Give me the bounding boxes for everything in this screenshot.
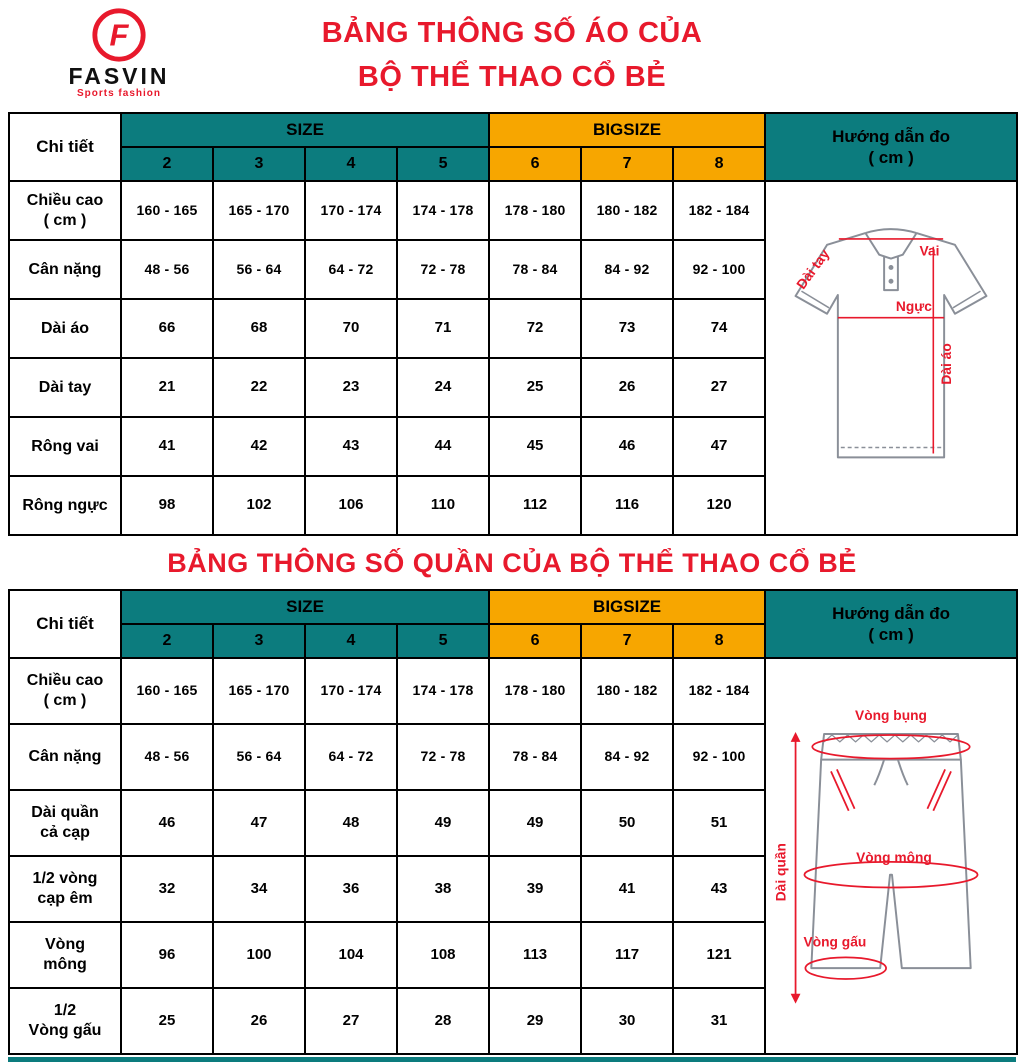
row-label: Vòng mông (9, 922, 121, 988)
shirt-guide-header-line1: Hướng dẫn đo (832, 126, 951, 146)
value-cell: 30 (581, 988, 673, 1054)
value-cell: 28 (397, 988, 489, 1054)
value-cell: 178 - 180 (489, 181, 581, 240)
value-cell: 110 (397, 476, 489, 535)
value-cell: 34 (213, 856, 305, 922)
value-cell: 72 - 78 (397, 240, 489, 299)
shirt-sleeve-label: Dài tay (793, 246, 833, 292)
value-cell: 48 - 56 (121, 240, 213, 299)
value-cell: 26 (581, 358, 673, 417)
bigsize-col-header: 7 (581, 624, 673, 658)
bigsize-col-header: 6 (489, 624, 581, 658)
value-cell: 49 (489, 790, 581, 856)
page-title-line2: BỘ THỂ THAO CỔ BẺ (357, 60, 667, 93)
value-cell: 23 (305, 358, 397, 417)
value-cell: 182 - 184 (673, 181, 765, 240)
value-cell: 104 (305, 922, 397, 988)
value-cell: 170 - 174 (305, 658, 397, 724)
value-cell: 22 (213, 358, 305, 417)
pants-guide-header-line2: ( cm ) (868, 625, 914, 644)
value-cell: 66 (121, 299, 213, 358)
value-cell: 43 (673, 856, 765, 922)
value-cell: 74 (673, 299, 765, 358)
value-cell: 72 - 78 (397, 724, 489, 790)
value-cell: 165 - 170 (213, 181, 305, 240)
pants-guide-header-line1: Hướng dẫn đo (832, 603, 951, 623)
row-label: Cân nặng (9, 240, 121, 299)
value-cell: 48 (305, 790, 397, 856)
value-cell: 26 (213, 988, 305, 1054)
polo-shirt-diagram (768, 193, 1014, 523)
value-cell: 165 - 170 (213, 658, 305, 724)
brand-tagline: Sports fashion (76, 88, 161, 100)
value-cell: 46 (581, 417, 673, 476)
page (8, 0, 1016, 1062)
value-cell: 47 (213, 790, 305, 856)
shirt-length-label: Dài áo (939, 343, 955, 385)
value-cell: 180 - 182 (581, 658, 673, 724)
value-cell: 174 - 178 (397, 181, 489, 240)
row-label: Cân nặng (9, 724, 121, 790)
pants-length-label: Dài quần (773, 843, 789, 902)
value-cell: 45 (489, 417, 581, 476)
value-cell: 27 (305, 988, 397, 1054)
row-label: Rông ngực (9, 476, 121, 535)
value-cell: 51 (673, 790, 765, 856)
value-cell: 49 (397, 790, 489, 856)
shirt-detail-header: Chi tiết (9, 113, 121, 181)
row-label: Dài quần cả cạp (9, 790, 121, 856)
pants-guide-header (765, 590, 1017, 658)
value-cell: 112 (489, 476, 581, 535)
size-col-header: 5 (397, 624, 489, 658)
row-label: Dài áo (9, 299, 121, 358)
bigsize-col-header: 8 (673, 147, 765, 181)
brand-logo (54, 6, 184, 99)
row-label: 1/2 vòng cạp êm (9, 856, 121, 922)
pants-bigsize-header: BIGSIZE (489, 590, 765, 624)
value-cell: 21 (121, 358, 213, 417)
size-col-header: 4 (305, 624, 397, 658)
value-cell: 29 (489, 988, 581, 1054)
value-cell: 92 - 100 (673, 724, 765, 790)
value-cell: 98 (121, 476, 213, 535)
shirt-spec-table (8, 112, 1018, 536)
value-cell: 24 (397, 358, 489, 417)
brand-name: FASVIN (68, 63, 170, 89)
value-cell: 32 (121, 856, 213, 922)
value-cell: 160 - 165 (121, 181, 213, 240)
row-label: 1/2 Vòng gấu (9, 988, 121, 1054)
size-col-header: 2 (121, 147, 213, 181)
value-cell: 25 (489, 358, 581, 417)
shirt-shoulder-label: Vai (919, 243, 940, 259)
value-cell: 180 - 182 (581, 181, 673, 240)
value-cell: 182 - 184 (673, 658, 765, 724)
value-cell: 41 (581, 856, 673, 922)
value-cell: 27 (673, 358, 765, 417)
value-cell: 84 - 92 (581, 724, 673, 790)
footer-accent-bar (8, 1057, 1016, 1062)
value-cell: 174 - 178 (397, 658, 489, 724)
bigsize-col-header: 7 (581, 147, 673, 181)
row-label: Chiều cao ( cm ) (9, 181, 121, 240)
value-cell: 116 (581, 476, 673, 535)
size-col-header: 2 (121, 624, 213, 658)
value-cell: 178 - 180 (489, 658, 581, 724)
value-cell: 160 - 165 (121, 658, 213, 724)
pants-size-header: SIZE (121, 590, 489, 624)
pants-detail-header: Chi tiết (9, 590, 121, 658)
shorts-diagram (768, 673, 1014, 1039)
value-cell: 170 - 174 (305, 181, 397, 240)
value-cell: 38 (397, 856, 489, 922)
value-cell: 100 (213, 922, 305, 988)
value-cell: 25 (121, 988, 213, 1054)
brand-logo-icon (90, 6, 148, 64)
value-cell: 70 (305, 299, 397, 358)
size-col-header: 3 (213, 147, 305, 181)
value-cell: 73 (581, 299, 673, 358)
value-cell: 48 - 56 (121, 724, 213, 790)
value-cell: 96 (121, 922, 213, 988)
value-cell: 71 (397, 299, 489, 358)
shirt-bigsize-header: BIGSIZE (489, 113, 765, 147)
value-cell: 39 (489, 856, 581, 922)
size-col-header: 4 (305, 147, 397, 181)
pants-waist-label: Vòng bụng (855, 708, 928, 724)
value-cell: 106 (305, 476, 397, 535)
page-title-line1: BẢNG THÔNG SỐ ÁO CỦA (321, 17, 703, 49)
value-cell: 108 (397, 922, 489, 988)
row-label: Dài tay (9, 358, 121, 417)
value-cell: 42 (213, 417, 305, 476)
value-cell: 56 - 64 (213, 724, 305, 790)
value-cell: 120 (673, 476, 765, 535)
value-cell: 121 (673, 922, 765, 988)
shirt-guide-header (765, 113, 1017, 181)
pants-spec-table (8, 589, 1018, 1055)
row-label: Chiều cao ( cm ) (9, 658, 121, 724)
shirt-guide-header-line2: ( cm ) (868, 148, 914, 167)
value-cell: 50 (581, 790, 673, 856)
value-cell: 78 - 84 (489, 724, 581, 790)
pants-measure-diagram (765, 658, 1017, 1054)
value-cell: 72 (489, 299, 581, 358)
value-cell: 46 (121, 790, 213, 856)
value-cell: 113 (489, 922, 581, 988)
page-header (8, 6, 1016, 112)
pants-hip-label: Vòng mông (856, 849, 932, 865)
size-col-header: 3 (213, 624, 305, 658)
shirt-chest-label: Ngực (895, 298, 932, 314)
pants-hem-label: Vòng gấu (803, 934, 867, 950)
value-cell: 43 (305, 417, 397, 476)
value-cell: 56 - 64 (213, 240, 305, 299)
shirt-measure-diagram (765, 181, 1017, 535)
value-cell: 84 - 92 (581, 240, 673, 299)
value-cell: 47 (673, 417, 765, 476)
bigsize-col-header: 8 (673, 624, 765, 658)
value-cell: 78 - 84 (489, 240, 581, 299)
value-cell: 102 (213, 476, 305, 535)
value-cell: 31 (673, 988, 765, 1054)
value-cell: 92 - 100 (673, 240, 765, 299)
svg-text:F: F (109, 17, 129, 53)
value-cell: 68 (213, 299, 305, 358)
value-cell: 36 (305, 856, 397, 922)
shirt-size-header: SIZE (121, 113, 489, 147)
pants-table-title: BẢNG THÔNG SỐ QUẦN CỦA BỘ THỂ THAO CỔ BẺ (167, 548, 857, 578)
value-cell: 64 - 72 (305, 240, 397, 299)
bigsize-col-header: 6 (489, 147, 581, 181)
row-label: Rông vai (9, 417, 121, 476)
value-cell: 117 (581, 922, 673, 988)
value-cell: 64 - 72 (305, 724, 397, 790)
size-col-header: 5 (397, 147, 489, 181)
value-cell: 41 (121, 417, 213, 476)
value-cell: 44 (397, 417, 489, 476)
